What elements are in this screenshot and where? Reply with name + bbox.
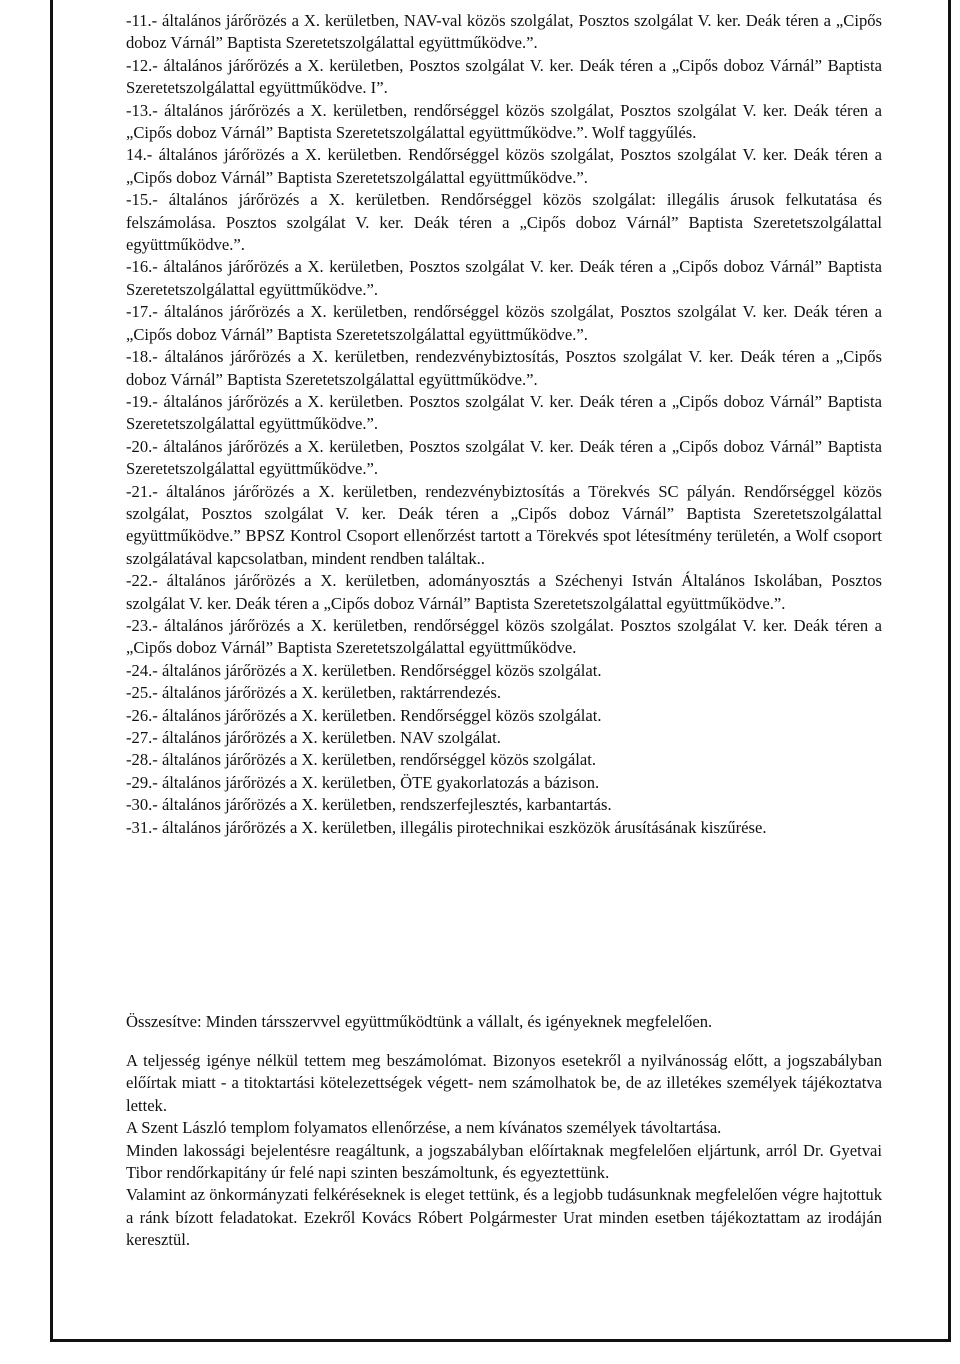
closing-section bbox=[126, 1050, 882, 1252]
report-entry-12: -12.- általános járőrözés a X. kerületben, Posztos szolgálat V. ker. Deák téren a „Cipős doboz Várnál” Baptista Szeretetszolgálattal együttműködve. I”. bbox=[126, 55, 882, 98]
report-entry-20: -20.- általános járőrözés a X. kerületben, Posztos szolgálat V. ker. Deák téren a „Cipős doboz Várnál” Baptista Szeretetszolgálattal együttműködve.”. bbox=[126, 436, 882, 479]
report-entry-22: -22.- általános járőrözés a X. kerületben, adományosztás a Széchenyi István Általános Iskolában, Posztos szolgálat V. ker. Deák téren a „Cipős doboz Várnál” Baptista Szeretetszolgálattal együttműködve.”. bbox=[126, 571, 882, 613]
report-entry-17: -17.- általános járőrözés a X. kerületben, rendőrséggel közös szolgálat, Posztos szolgálat V. ker. Deák téren a „Cipős doboz Várnál” Baptista Szeretetszolgálattal együttműködve.”. bbox=[126, 302, 882, 344]
report-entry-13: -13.- általános járőrözés a X. kerületben, rendőrséggel közös szolgálat, Posztos szolgálat V. ker. Deák téren a „Cipős doboz Várnál” Baptista Szeretetszolgálattal együttműködve.”. Wolf taggyűlés. bbox=[126, 100, 882, 143]
summary-text: Összesítve: Minden társszervvel együttműködtünk a vállalt, és igényeknek megfelelően. bbox=[126, 1012, 713, 1031]
closing-paragraph-4: Valamint az önkormányzati felkéréseknek is eleget tettünk, és a legjobb tudásunknak megfelelően végre hajtottuk a ránk bízott feladatokat. Ezekről Kovács Róbert Polgármester Urat minden esetben tájékoztattam az irodáján keresztül. bbox=[126, 1185, 882, 1250]
report-entry-11: -11.- általános járőrözés a X. kerületben, NAV-val közös szolgálat, Posztos szolgálat V. ker. Deák téren a „Cipős doboz Várnál” Baptista Szeretetszolgálattal együttműködve.”. bbox=[126, 11, 882, 53]
report-entry-28: -28.- általános járőrözés a X. kerületben, rendőrséggel közös szolgálat. bbox=[126, 750, 596, 770]
summary-section bbox=[126, 1011, 882, 1033]
page-border-bottom bbox=[50, 1339, 951, 1342]
report-entry-25: -25.- általános járőrözés a X. kerületben, raktárrendezés. bbox=[126, 683, 502, 703]
report-entry-27: -27.- általános járőrözés a X. kerületben. NAV szolgálat. bbox=[126, 728, 501, 747]
page-border-left bbox=[50, 0, 53, 1341]
report-entry-18: -18.- általános járőrözés a X. kerületben, rendezvénybiztosítás, Posztos szolgálat V. ker. Deák téren a „Cipős doboz Várnál” Baptista Szeretetszolgálattal együttműködve.”. bbox=[126, 347, 882, 389]
report-entry-30: -30.- általános járőrözés a X. kerületben, rendszerfejlesztés, karbantartás. bbox=[126, 795, 612, 815]
report-entry-14: 14.- általános járőrözés a X. kerületben. Rendőrséggel közös szolgálat, Posztos szolgálat V. ker. Deák téren a „Cipős doboz Várnál” Baptista Szeretetszolgálattal együttműködve.”. bbox=[126, 145, 882, 187]
page-border-right bbox=[948, 0, 951, 1341]
closing-paragraph-3: Minden lakossági bejelentésre reagáltunk, a jogszabályban előírtaknak megfelelően eljártunk, arról Dr. Gyetvai Tibor rendőrkapitány úr felé napi szinten beszámoltunk, és egyeztettünk. bbox=[126, 1140, 882, 1183]
daily-report-list bbox=[126, 10, 882, 839]
report-entry-29: -29.- általános járőrözés a X. kerületben, ÖTE gyakorlatozás a bázison. bbox=[126, 772, 600, 792]
closing-paragraph-1: A teljesség igénye nélkül tettem meg beszámolómat. Bizonyos esetekről a nyilvánosság előtt, a jogszabályban előírtak miatt - a titoktartási kötelezettségek végett- nem számolhatok be, de az illetékes személyek tájékoztatva lettek. bbox=[126, 1051, 882, 1115]
report-entry-15: -15.- általános járőrözés a X. kerületben. Rendőrséggel közös szolgálat: illegális árusok felkutatása és felszámolása. Posztos szolgálat V. ker. Deák téren a „Cipős doboz Várnál” Baptista Szeretetszolgálattal együttműködve.”. bbox=[126, 190, 882, 255]
report-entry-16: -16.- általános járőrözés a X. kerületben, Posztos szolgálat V. ker. Deák téren a „Cipős doboz Várnál” Baptista Szeretetszolgálattal együttműködve.”. bbox=[126, 257, 882, 299]
closing-paragraph-2: A Szent László templom folyamatos ellenőrzése, a nem kívánatos személyek távoltartása. bbox=[126, 1118, 722, 1138]
report-entry-26: -26.- általános járőrözés a X. kerületben. Rendőrséggel közös szolgálat. bbox=[126, 705, 602, 725]
report-entry-21: -21.- általános járőrözés a X. kerületben, rendezvénybiztosítás a Törekvés SC pályán. Rendőrséggel közös szolgálat, Posztos szolgálat V. ker. Deák téren a „Cipős doboz Várnál” Baptista Szeretetszolgálattal együttműködve.” BPSZ Kontrol Csoport ellenőrzést tartott a Törekvés spot létesítmény területén, a Wolf csoport szolgálatával kapcsolatban, mindent rendben találtak.. bbox=[126, 481, 882, 568]
report-entry-19: -19.- általános járőrözés a X. kerületben. Posztos szolgálat V. ker. Deák téren a „Cipős doboz Várnál” Baptista Szeretetszolgálattal együttműködve.”. bbox=[126, 391, 882, 434]
report-entry-24: -24.- általános járőrözés a X. kerületben. Rendőrséggel közös szolgálat. bbox=[126, 660, 602, 680]
report-entry-23: -23.- általános járőrözés a X. kerületben, rendőrséggel közös szolgálat. Posztos szolgálat V. ker. Deák téren a „Cipős doboz Várnál” Baptista Szeretetszolgálattal együttműködve. bbox=[126, 615, 882, 658]
report-entry-31: -31.- általános járőrözés a X. kerületben, illegális pirotechnikai eszközök árusításának kiszűrése. bbox=[126, 817, 767, 837]
